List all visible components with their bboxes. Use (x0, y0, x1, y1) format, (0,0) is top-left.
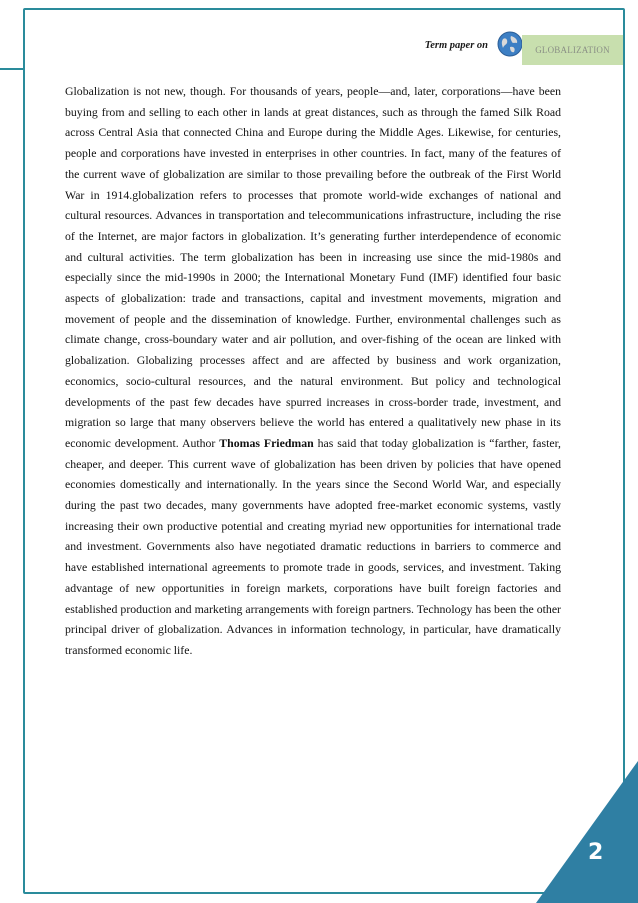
header-rule-stub (0, 68, 24, 70)
body-text-part-2: has said that today globalization is “farther, faster, cheaper, and deeper. This current wave of globalization has been driven by policies that have opened economies domestically and internationally. In the years since the Second World War, and especially during the past two decades, many governments have adopted free-market economic systems, vastly increasing their own productive potential and creating myriad new opportunities for international trade and investment. Governments also have negotiated dramatic reductions in barriers to commerce and have established international agreements to promote trade in goods, services, and investment. Taking advantage of new opportunities in foreign markets, corporations have built foreign factories and established production and marketing arrangements with foreign partners. Technology has been the other principal driver of globalization. Advances in information technology, in particular, have dramatically transformed economic life. (65, 435, 561, 657)
body-paragraph (65, 81, 561, 661)
page-number: 2 (588, 840, 604, 865)
body-text-part-1: Globalization is not new, though. For thousands of years, people—and, later, corporations—have been buying from and selling to each other in lands at great distances, such as through the famed Silk Road across Central Asia that connected China and Europe during the Middle Ages. Likewise, for centuries, people and corporations have invested in enterprises in other countries. In fact, many of the features of the current wave of globalization are similar to those prevailing before the outbreak of the First World War in 1914.globalization refers to processes that promote world-wide exchanges of national and cultural resources. Advances in transportation and telecommunications infrastructure, including the rise of the Internet, are major factors in globalization. It’s generating further interdependence of economic and cultural activities. The term globalization has been in increasing use since the mid-1980s and especially since the mid-1990s in 2000; the International Monetary Fund (IMF) identified four basic aspects of globalization: trade and transactions, capital and investment movements, migration and movement of people and the dissemination of knowledge. Further, environmental challenges such as climate change, cross-boundary water and air pollution, and over-fishing of the ocean are linked with globalization. Globalizing processes affect and are affected by business and work organization, economics, socio-cultural resources, and the natural environment. But policy and technological developments of the past few decades have spurred increases in cross-border trade, investment, and migration so large that many observers believe the world has entered a qualitatively new phase in its economic development. Author (65, 84, 561, 450)
header-title: Term paper on (424, 40, 488, 51)
corner-decoration (536, 761, 638, 903)
author-name: Thomas Friedman (219, 435, 314, 450)
globe-icon (497, 31, 523, 57)
header-tag: GLOBALIZATION (522, 35, 623, 65)
